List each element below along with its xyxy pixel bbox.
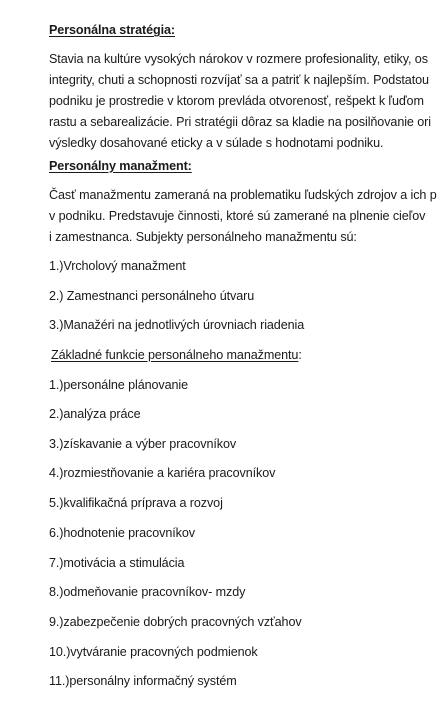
list-item: 2.)analýza práce: [49, 407, 141, 421]
list-item: 3.)získavanie a výber pracovníkov: [49, 437, 237, 451]
paragraph-line: rastu a sebarealizácie. Pri stratégii dôraz sa kladie na posilňovanie ori: [49, 115, 431, 129]
list-item: 4.)rozmiestňovanie a kariéra pracovníkov: [49, 466, 276, 480]
personal-strategy-heading: Personálna stratégia:: [49, 23, 175, 37]
list-item: 6.)hodnotenie pracovníkov: [49, 526, 195, 540]
functions-subheading: [51, 347, 302, 363]
list-item: 8.)odmeňovanie pracovníkov- mzdy: [49, 585, 246, 599]
list-item: 11.)personálny informačný systém: [49, 674, 237, 688]
functions-subheading-colon: :: [298, 348, 302, 362]
list-item: 3.)Manažéri na jednotlivých úrovniach riadenia: [49, 318, 305, 332]
paragraph-line: výsledky dosahované eticky a v súlade s hodnotami podniku.: [49, 136, 384, 150]
paragraph-line: v podniku. Predstavuje činnosti, ktoré sú zamerané na plnenie cieľov: [49, 209, 426, 223]
list-item: 10.)vytváranie pracovných podmienok: [49, 645, 258, 659]
list-item: 2.) Zamestnanci personálneho útvaru: [49, 289, 255, 303]
paragraph-line: Časť manažmentu zameraná na problematiku ľudských zdrojov a ich p: [49, 188, 437, 202]
paragraph-line: podniku je prostredie v ktorom prevláda otvorenosť, rešpekt k ľuďom: [49, 94, 424, 108]
paragraph-line: integrity, chuti a schopnosti rozvíjať sa a patriť k najlepším. Podstatou: [49, 73, 429, 87]
functions-subheading-text: Základné funkcie personálneho manažmentu: [51, 348, 299, 362]
paragraph-line: Stavia na kultúre vysokých nárokov v rozmere profesionality, etiky, os: [49, 52, 428, 66]
list-item: 1.)personálne plánovanie: [49, 378, 189, 392]
list-item: 1.)Vrcholový manažment: [49, 259, 186, 273]
list-item: 7.)motivácia a stimulácia: [49, 556, 185, 570]
list-item: 5.)kvalifikačná príprava a rozvoj: [49, 496, 223, 510]
paragraph-line: i zamestnanca. Subjekty personálneho manažmentu sú:: [49, 230, 357, 244]
personal-management-heading: Personálny manažment:: [49, 159, 192, 173]
list-item: 9.)zabezpečenie dobrých pracovných vzťahov: [49, 615, 302, 629]
